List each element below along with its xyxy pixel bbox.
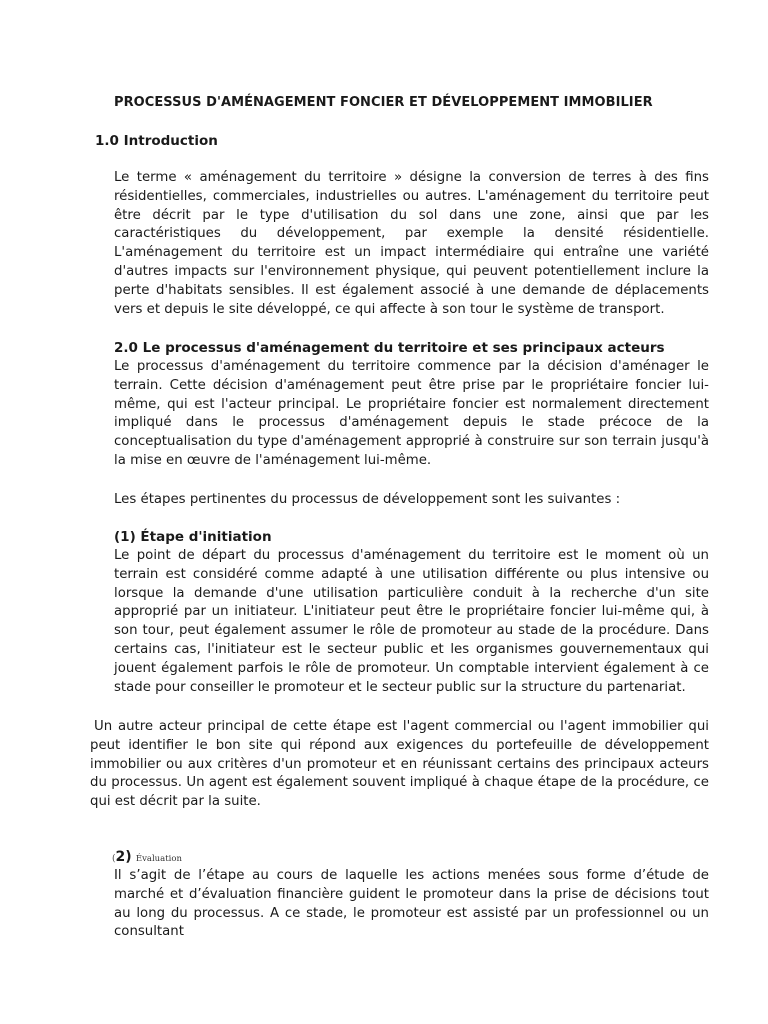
step-evaluation-label: Évaluation xyxy=(135,854,182,864)
step-evaluation-paragraph: Il s’agit de l’étape au cours de laquelle les actions menées sous forme d’étude de marché et d’évaluation financière guident le promoteur dans la prise de décisions tout au long du processus. A ce stade, le promoteur est assisté par un professionnel ou un consultant xyxy=(114,868,709,940)
document-title: PROCESSUS D'AMÉNAGEMENT FONCIER ET DÉVELOPPEMENT IMMOBILIER xyxy=(114,95,653,110)
step-initiation-heading: (1) Étape d'initiation xyxy=(114,529,272,545)
step-initiation-paragraph: Le point de départ du processus d'aménagement du territoire est le moment où un terrain est considéré comme adapté à une utilisation différente ou plus intensive ou lorsque la demande d'une utilisation particulière conduit à la recherche d'un site approprié par un initiateur. L'initiateur peut être le propriétaire foncier lui-même qui, à son tour, peut également assumer le rôle de promoteur au stade de la procédure. Dans certains cas, l'initiateur est le secteur public et les organismes gouvernementaux qui jouent également parfois le rôle de promoteur. Un comptable intervient également à ce stade pour conseiller le promoteur et le secteur public sur la structure du partenariat. xyxy=(114,548,709,695)
step-evaluation-paren: ( xyxy=(112,854,116,864)
section-heading-process-actors: 2.0 Le processus d'aménagement du territoire et ses principaux acteurs xyxy=(114,340,665,356)
process-actors-paragraph: Le processus d'aménagement du territoire commence par la décision d'aménager le terrain. Cette décision d'aménagement peut être prise par le propriétaire foncier lui-même, qui est l'acteur principal. Le propriétaire foncier est normalement directement impliqué dans le processus d'aménagement depuis le stade précoce de la conceptualisation du type d'aménagement approprié à construire sur son terrain jusqu'à la mise en œuvre de l'aménagement lui-même. xyxy=(114,359,709,468)
step-evaluation-number: 2) xyxy=(115,849,132,865)
step-evaluation-heading xyxy=(112,849,182,865)
introduction-paragraph: Le terme « aménagement du territoire » désigne la conversion de terres à des fins résidentielles, commerciales, industrielles ou autres. L'aménagement du territoire peut être décrit par le type d'utilisation du sol dans une zone, ainsi que par les caractéristiques du développement, par exemple la densité résidentielle. L'aménagement du territoire est un impact intermédiaire qui entraîne une variété d'autres impacts sur l'environnement physique, qui peuvent potentiellement inclure la perte d'habitats sensibles. Il est également associé à une demande de déplacements vers et depuis le site développé, ce qui affecte à son tour le système de transport. xyxy=(114,170,709,317)
steps-intro-text: Les étapes pertinentes du processus de développement sont les suivantes : xyxy=(114,492,621,507)
section-heading-introduction: 1.0 Introduction xyxy=(95,133,218,149)
agent-paragraph: Un autre acteur principal de cette étape est l'agent commercial ou l'agent immobilier qui peut identifier le bon site qui répond aux exigences du portefeuille de développement immobilier ou aux critères d'un promoteur et en réunissant certains des principaux acteurs du processus. Un agent est également souvent impliqué à chaque étape de la procédure, ce qui est décrit par la suite. xyxy=(90,719,709,810)
